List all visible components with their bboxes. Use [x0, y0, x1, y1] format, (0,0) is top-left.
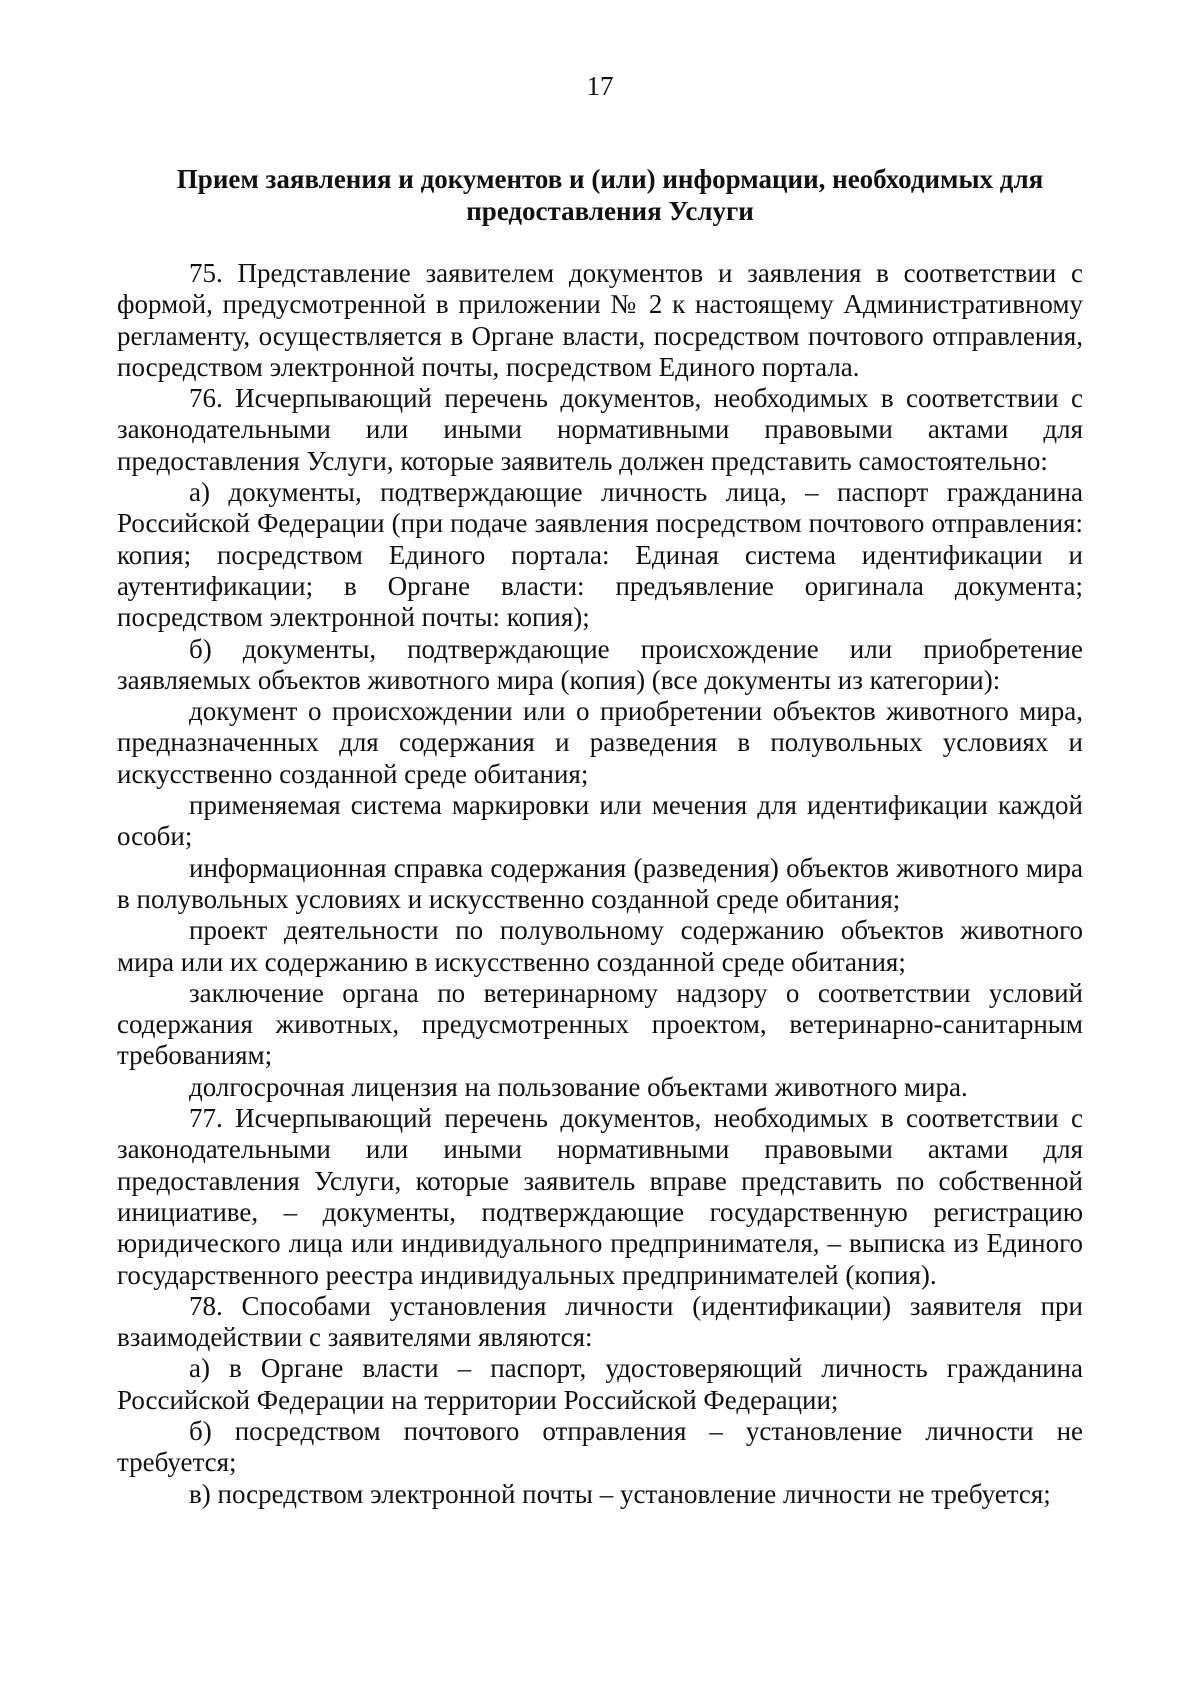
list-item-info-certificate: информационная справка содержания (разведения) объектов животного мира в полувольных условиях и искусственно созданной среде обитания; — [117, 852, 1083, 914]
list-item-activity-project: проект деятельности по полувольному содержанию объектов животного мира или их содержанию в искусственно созданной среде обитания; — [117, 915, 1083, 977]
document-body — [117, 258, 1083, 1510]
page-number: 17 — [586, 71, 614, 101]
paragraph-78-b: б) посредством почтового отправления – установление личности не требуется; — [117, 1415, 1083, 1478]
paragraph-75: 75. Представление заявителем документов и заявления в соответствии с формой, предусмотренной в приложении № 2 к настоящему Административному регламенту, осуществляется в Органе власти, посредством почтового отправления, посредством электронной почты, посредством Единого портала. — [117, 258, 1083, 382]
list-item-veterinary-conclusion: заключение органа по ветеринарному надзору о соответствии условий содержания животных, предусмотренных проектом, ветеринарно-санитарным требованиям; — [117, 977, 1083, 1071]
paragraph-76-b: б) документы, подтверждающие происхождение или приобретение заявляемых объектов животного мира (копия) (все документы из категории): — [117, 633, 1083, 695]
paragraph-78-c: в) посредством электронной почты – установление личности не требуется; — [189, 1478, 1051, 1509]
paragraph-77: 77. Исчерпывающий перечень документов, необходимых в соответствии с законодательными или иными нормативными правовыми актами для предоставления Услуги, которые заявитель вправе представить по собственной инициативе, – документы, подтверждающие государственную регистрацию юридического лица или индивидуального предпринимателя, – выписка из Единого государственного реестра индивидуальных предпринимателей (копия). — [117, 1103, 1083, 1290]
paragraph-76-a: а) документы, подтверждающие личность лица, – паспорт гражданина Российской Федерации (при подаче заявления посредством почтового отправления: копия; посредством Единого портала: Единая система идентификации и аутентификации; в Органе власти: предъявление оригинала документа; посредством электронной почты: копия); — [117, 477, 1083, 633]
paragraph-78: 78. Способами установления личности (идентификации) заявителя при взаимодействии с заявителями являются: — [117, 1290, 1083, 1353]
section-heading: Прием заявления и документов и (или) информации, необходимых для предоставления Услуги — [176, 164, 1044, 226]
list-item-long-term-license: долгосрочная лицензия на пользование объектами животного мира. — [189, 1071, 968, 1102]
paragraph-76: 76. Исчерпывающий перечень документов, необходимых в соответствии с законодательными или иными нормативными правовыми актами для предоставления Услуги, которые заявитель должен представить самостоятельно: — [117, 383, 1083, 476]
list-item-marking-system: применяемая система маркировки или мечения для идентификации каждой особи; — [117, 790, 1083, 852]
paragraph-78-a: а) в Органе власти – паспорт, удостоверяющий личность гражданина Российской Федерации на территории Российской Федерации; — [117, 1353, 1083, 1415]
list-item-origin-document: документ о происхождении или о приобретении объектов животного мира, предназначенных для содержания и разведения в полувольных условиях и искусственно созданной среде обитания; — [117, 696, 1083, 789]
